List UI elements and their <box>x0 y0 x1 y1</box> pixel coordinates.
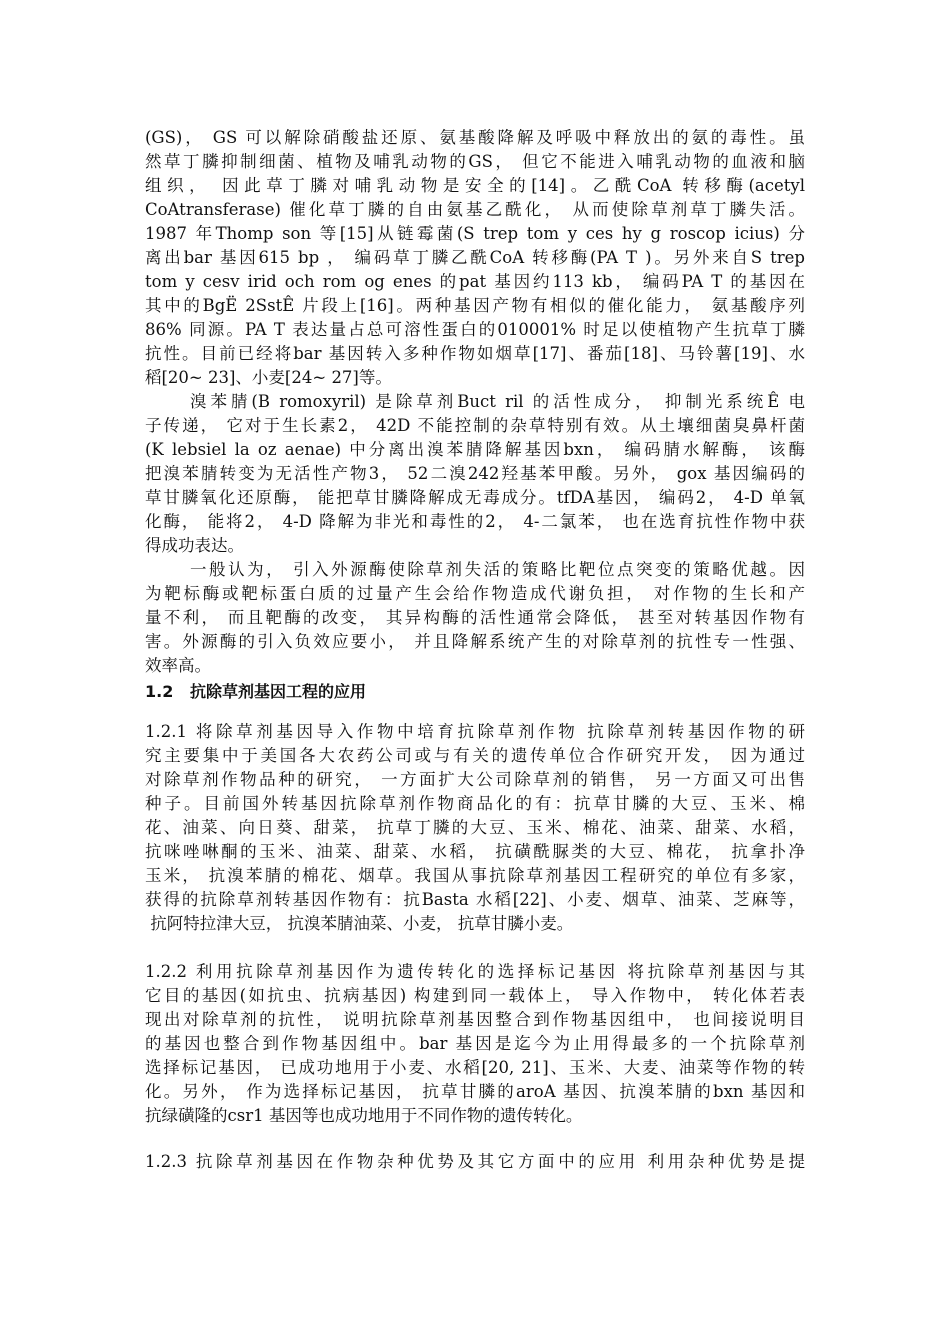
text-line: 把溴苯腈转变为无活性产物3， 52二溴242羟基苯甲酸。另外， gox 基因编码的 <box>145 464 805 483</box>
text-line: 花、油菜、向日葵、甜菜， 抗草丁膦的大豆、玉米、棉花、油菜、甜菜、水稻， <box>145 818 805 837</box>
text-line: 量不利， 而且靶酶的改变， 其异构酶的活性通常会降低， 甚至对转基因作物有 <box>145 608 805 627</box>
text-line: 抗阿特拉津大豆， 抗溴苯腈油菜、小麦， 抗草甘膦小麦。 <box>145 914 574 933</box>
text-line: 抗绿磺隆的csr1 基因等也成功地用于不同作物的遗传转化。 <box>145 1106 583 1125</box>
text-line: 抗咪唑啉酮的玉米、油菜、甜菜、水稻， 抗磺酰脲类的大豆、棉花， 抗拿扑净 <box>145 842 805 861</box>
paragraph-first-line: 一般认为， 引入外源酶使除草剂失活的策略比靶位点突变的策略优越。因 <box>190 560 805 579</box>
subsection-first-line: 1.2.3 抗除草剂基因在作物杂种优势及其它方面中的应用 利用杂种优势是提 <box>145 1152 805 1171</box>
subsection-first-line: 1.2.2 利用抗除草剂基因作为遗传转化的选择标记基因 将抗除草剂基因与其 <box>145 962 805 981</box>
text-line: (K lebsiel la oz aenae) 中分离出溴苯腈降解基因bxn， 编码腈水解酶， 该酶 <box>145 440 805 459</box>
paragraph-first-line: 溴苯腈(B romoxyril) 是除草剂Buct ril 的活性成分， 抑制光系统Ê 电 <box>190 392 805 411</box>
text-line: 现出对除草剂的抗性， 说明抗除草剂基因整合到作物基因组中， 也间接说明目 <box>145 1010 805 1029</box>
text-line: 玉米， 抗溴苯腈的棉花、烟草。我国从事抗除草剂基因工程研究的单位有多家， <box>145 866 805 885</box>
text-line: 化。另外， 作为选择标记基因， 抗草甘膦的aroA 基因、抗溴苯腈的bxn 基因和 <box>145 1082 805 1101</box>
section-heading: 1.2 抗除草剂基因工程的应用 <box>145 682 367 701</box>
subsection-first-line: 1.2.1 将除草剂基因导入作物中培育抗除草剂作物 抗除草剂转基因作物的研 <box>145 722 805 741</box>
text-line: 获得的抗除草剂转基因作物有：抗Basta 水稻[22]、小麦、烟草、油菜、芝麻等， <box>145 890 805 909</box>
text-line: 然草丁膦抑制细菌、植物及哺乳动物的GS， 但它不能进入哺乳动物的血液和脑 <box>145 152 805 171</box>
text-line: 选择标记基因， 已成功地用于小麦、水稻[20, 21]、玉米、大麦、油菜等作物的转 <box>145 1058 805 1077</box>
text-line: CoAtransferase) 催化草丁膦的自由氨基乙酰化， 从而使除草剂草丁膦失活。 <box>145 200 805 219</box>
text-line: 离出bar 基因615 bp ， 编码草丁膦乙酰CoA 转移酶(PA T )。另外来自S trep <box>145 248 805 267</box>
text-line: 子传递， 它对于生长素2， 42D 不能控制的杂草特别有效。从土壤细菌臭鼻杆菌 <box>145 416 805 435</box>
text-line: 组织， 因此草丁膦对哺乳动物是安全的[14]。乙酰CoA 转移酶(acetyl <box>145 176 805 195</box>
text-line: 究主要集中于美国各大农药公司或与有关的遗传单位合作研究开发， 因为通过 <box>145 746 805 765</box>
text-line: 1987 年Thomp son 等[15]从链霉菌(S trep tom y ces hy g roscop icius) 分 <box>145 224 805 243</box>
text-line: tom y cesv irid och rom og enes 的pat 基因约113 kb， 编码PA T 的基因在 <box>145 272 805 291</box>
text-line: 效率高。 <box>145 656 211 675</box>
text-line: 种子。目前国外转基因抗除草剂作物商品化的有：抗草甘膦的大豆、玉米、棉 <box>145 794 805 813</box>
text-line: 它目的基因(如抗虫、抗病基因) 构建到同一载体上， 导入作物中， 转化体若表 <box>145 986 805 1005</box>
text-line: 86% 同源。PA T 表达量占总可溶性蛋白的010001% 时足以使植物产生抗草丁膦 <box>145 320 805 339</box>
text-line: 害。外源酶的引入负效应要小， 并且降解系统产生的对除草剂的抗性专一性强、 <box>145 632 805 651</box>
text-line: 对除草剂作物品种的研究， 一方面扩大公司除草剂的销售， 另一方面又可出售 <box>145 770 805 789</box>
text-line: 抗性。目前已经将bar 基因转入多种作物如烟草[17]、番茄[18]、马铃薯[19]、水 <box>145 344 805 363</box>
text-line: 得成功表达。 <box>145 536 244 555</box>
text-line: 稻[20~ 23]、小麦[24~ 27]等。 <box>145 368 392 387</box>
text-line: 的基因也整合到作物基因组中。bar 基因是迄今为止用得最多的一个抗除草剂 <box>145 1034 805 1053</box>
text-line: 其中的BgË 2SstÊ 片段上[16]。两种基因产物有相似的催化能力， 氨基酸序列 <box>145 296 805 315</box>
text-line: 草甘膦氧化还原酶， 能把草甘膦降解成无毒成分。tfDA基因， 编码2， 4-D 单氧 <box>145 488 805 507</box>
text-line: 为靶标酶或靶标蛋白质的过量产生会给作物造成代谢负担， 对作物的生长和产 <box>145 584 805 603</box>
text-line: 化酶， 能将2， 4-D 降解为非光和毒性的2， 4-二氯苯， 也在选育抗性作物中获 <box>145 512 805 531</box>
text-line: (GS)， GS 可以解除硝酸盐还原、氨基酸降解及呼吸中释放出的氨的毒性。虽 <box>145 128 805 147</box>
